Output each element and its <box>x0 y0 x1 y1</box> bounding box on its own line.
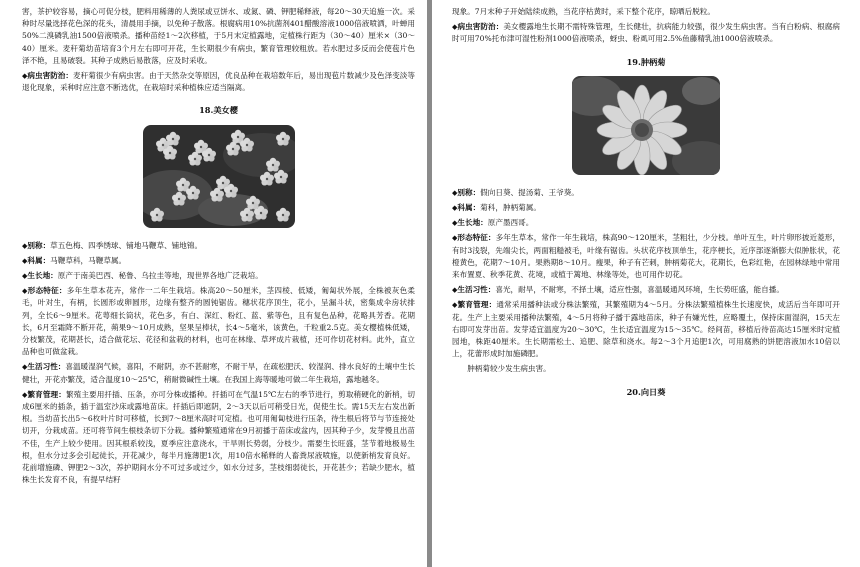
habit-text: 喜温暖湿润气候，喜阳，不耐阴，亦不甚耐寒，不耐干旱，在疏松肥沃、较湿润、排水良好的土壤中生长健壮，开花亦繁茂，适合温度10～25℃，稍耐微碱性土壤。在我国上海等暖地可做二年生栽培，露地越冬。 <box>22 362 416 384</box>
breed-label: 繁育管理： <box>27 389 66 399</box>
bullet-diamond-icon: ◆ <box>22 256 28 265</box>
family-label: 科属： <box>457 203 481 213</box>
right-page <box>432 0 860 567</box>
breed-text: 通常采用播种法或分株法繁殖，其繁殖期为4～5月。分株法繁殖植株生长速度快，成活后当年即可开花。生产上主要采用播种法繁殖，4～5月将种子播于露地苗床，种子有嫌光性，应略覆土，保持床面湿润，15天左右即可发芽出苗。发芽适宜温度为20～30℃，生长适宜温度为15～35℃。经间苗，移植后待苗高达15厘米时定植园地，株距40厘米。生长期需松土、追肥、除草和浇水。每2～3个月追肥1次，可用腐熟的饼肥溶液加水10倍以上，花蕾形成时加施磷肥。 <box>452 300 840 359</box>
habit-text: 喜光，耐旱，不耐寒，不择土壤，适应性强，喜温暖通风环境，生长势旺盛，能自播。 <box>495 285 784 295</box>
pest-label: 病虫害防治： <box>27 71 73 81</box>
tithonia-flower-image <box>572 76 720 175</box>
breed-text: 繁殖主要用扦插、压条，亦可分株或播种。扦插可在气温15℃左右的季节进行，剪取稍硬化的新梢，切成6厘米的插条，插于温室沙床或露地苗床。扦插后即遮阴，2～3天以后可稍受日光，促使生长。需15天左右发出新根。当幼苗长出5～6枚叶片时可移植，长到7～8厘米高时可定植。也可用匍匐枝进行压条，待生根后将节与节连接处切开，分栽成苗。还可将节间生根枝条切下分栽。播种繁殖通常在9月初播于苗床或盆内，因其种子少，发芽慢且出苗不佳，生产上较少使用。因其根系较浅，夏季应注意浇水，干旱则长势弱，分枝少。需要生长旺盛，茎节着地极易生根，但水分过多会引起徒长，开花减少，每半月施薄肥1次，用10倍水稀释的人畜粪尿液喷施，以使新梢发育良好。花前增施磷、钾肥2～3次，养护期间水分不可过多或过少，如水分过多，茎枝细弱徒长，开花甚少；若缺少肥水，植株生长发育不良，有提早结籽 <box>22 389 415 485</box>
bullet-diamond-icon: ◆ <box>452 204 458 213</box>
bullet-diamond-icon: ◆ <box>22 272 28 281</box>
bullet-diamond-icon: ◆ <box>452 188 458 197</box>
bullet-diamond-icon: ◆ <box>452 301 458 310</box>
breed-label: 繁育管理： <box>457 300 497 310</box>
bullet-diamond-icon: ◆ <box>22 287 28 296</box>
family-text: 菊科，肿柄菊属。 <box>480 203 541 213</box>
tithonia-photo <box>572 76 720 175</box>
section-title: 19.肿柄菊 <box>626 56 666 67</box>
morph-label: 形态特征： <box>457 233 496 243</box>
left-page <box>0 0 427 567</box>
morph-text: 多年生草本，常作一年生栽培，株高90～120厘米，茎粗壮，少分枝。单叶互生，叶片卵形披近菱形，有时3浅裂，先端尖长，两面粗糙被毛，叶缘有锯齿。头状花序枝顶单生，花序梗长，近序部逐渐膨大似肿胀状，花橙黄色，花期7～10月。果熟期8～10月。瘦果，种子有芒刺，肿柄菊花大，花期长，色彩红艳，在园林绿地中常用来布置夏、秋季花黄、花境，或植于篱地、林缘等处，也可用作切花。 <box>452 233 841 280</box>
origin-label: 生长地： <box>457 218 488 228</box>
verbena-flowers-image <box>143 125 295 228</box>
bullet-diamond-icon: ◆ <box>22 241 28 250</box>
origin-text: 原产于南美巴西、秘鲁、乌拉圭等地，现世界各地广泛栽培。 <box>57 271 263 281</box>
right-intro-paragraph: 现象。7月末种子开始陆续成熟，当花序枯黄时，采下整个花序，晾晒后脱粒。 <box>452 7 716 16</box>
bullet-diamond-icon: ◆ <box>452 23 458 32</box>
closing-paragraph: 肿柄菊较少发生病虫害。 <box>467 364 551 374</box>
alias-text: 草五色梅、四季绣球、铺地马鞭草、铺地锦。 <box>50 240 203 250</box>
habit-label: 生活习性： <box>457 285 496 295</box>
bullet-diamond-icon: ◆ <box>22 72 28 81</box>
bullet-diamond-icon: ◆ <box>452 286 458 295</box>
origin-paragraph <box>22 270 415 282</box>
origin-text: 原产墨西哥。 <box>487 218 534 228</box>
section-title: 18.美女樱 <box>199 105 238 116</box>
bullet-diamond-icon: ◆ <box>22 363 28 372</box>
alias-text: 假向日葵、提汤菊、王爷葵。 <box>480 187 579 197</box>
alias-label: 别称： <box>457 187 481 197</box>
right-pest-paragraph <box>452 21 840 45</box>
family-paragraph <box>22 255 415 267</box>
bullet-diamond-icon: ◆ <box>22 390 28 399</box>
verbena-photo <box>143 125 295 228</box>
origin-label: 生长地： <box>27 271 58 281</box>
alias-paragraph <box>22 240 415 252</box>
bullet-diamond-icon: ◆ <box>452 234 458 243</box>
habit-paragraph <box>452 284 840 296</box>
family-text: 马鞭草科，马鞭草属。 <box>50 255 127 265</box>
alias-label: 别称： <box>27 240 51 250</box>
family-label: 科属： <box>27 255 51 265</box>
left-intro-paragraph: 害，茶护较容易，摘心可促分枝，肥料用稀薄的人粪尿或豆饼水、或氮、磷、钾肥稀释液，每20～30天追施一次。采种时尽量选择花色深的花头，清晨用手摘，以免种子散落。根腐病用10%抗菌剂401醋酸溶液1000倍液喷洒，叶蝉用50%二溴磷乳油1500倍液喷杀。播种苗经1～2次移植，于5月末定植露地，定植株行距为（30～40）厘米×（30～40）厘米。麦秆菊幼苗培育3个月左右即可开花，生长期很少有病虫，繁育管理较粗放。若水肥过多反而会使苞片色泽不艳，且易破裂。其种子成熟后易散落，应及时采收。 <box>22 7 415 65</box>
bullet-diamond-icon: ◆ <box>452 219 458 228</box>
origin-paragraph <box>452 217 840 229</box>
next-section-title: 20.向日葵 <box>626 386 666 397</box>
left-pest-paragraph <box>22 70 415 94</box>
habit-paragraph <box>22 361 415 385</box>
morph-text: 多年生草本花卉，常作一二年生栽培。株高20～50厘米，茎四棱、低矮，匍匐状外展，全株被灰色柔毛，叶对生，有柄，长圆形或卵圆形，边缘有整齐的圆钝锯齿。穗状花序顶生，花小，呈漏斗状，密集成伞房状排列，全长6～9厘米。花萼细长筒状，花色多，有白、深红、粉红、蓝、紫等色，且有复色品种，花略具芳香。花期长，6月至霜降不断开花，蒴果9～10月成熟，坚果呈棒状，长4～5毫米，该黄色，千粒重2.5克。美女樱植株低矮，分枝繁茂，花期甚长，适合做花坛、花径和盆栽的材料，也可在林缘、草坪成片栽植，还可作切花材料。此外，直立品种也可做盆栽。 <box>22 286 416 357</box>
morph-paragraph <box>452 232 840 281</box>
pest-label: 病虫害防治： <box>457 22 504 32</box>
pest-text: 美女樱露地生长期不需特殊管理，生长健壮，抗病能力较强，很少发生病虫害。当有白粉病、根腐病时可用70%托布津可湿性粉剂1000倍液喷杀，蚜虫、粉虱可用2.5%鱼藤精乳油1000倍液喷杀。 <box>452 22 841 44</box>
breed-paragraph <box>452 299 840 360</box>
pest-text: 麦秆菊很少有病虫害。由于天然杂交等原因，优良品种在栽培数年后，易出现苞片数减少及色泽变淡等退化现象，采种时应注意不断选优，在栽培时采种植株应适当隔离。 <box>22 71 415 93</box>
alias-paragraph <box>452 187 840 199</box>
morph-paragraph <box>22 285 415 358</box>
habit-label: 生活习性： <box>27 362 66 372</box>
family-paragraph <box>452 202 840 214</box>
morph-label: 形态特征： <box>27 286 67 296</box>
breed-paragraph <box>22 389 415 487</box>
